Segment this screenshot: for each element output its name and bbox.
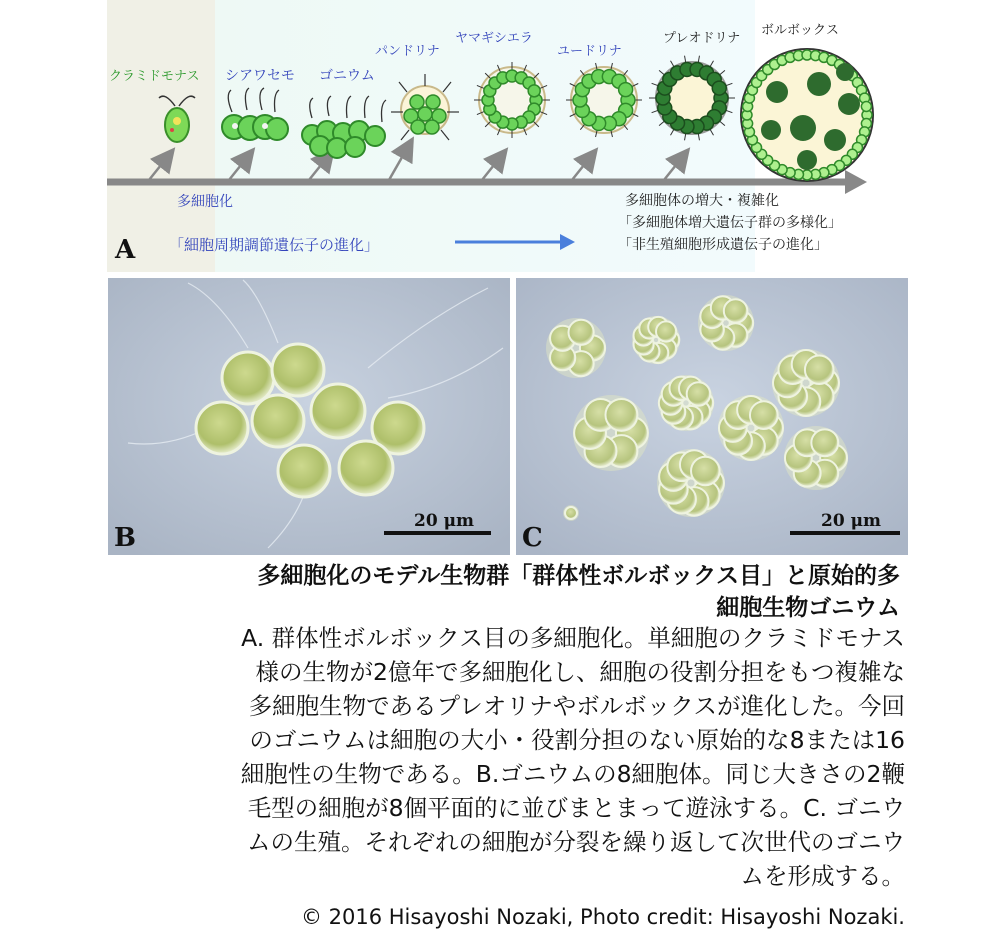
- label-pandorina: パンドリナ: [375, 44, 440, 59]
- figure-a-evolution-diagram: [107, 0, 907, 272]
- label-cell-cycle-gene: 「細胞周期調節遺伝子の進化」: [169, 236, 380, 254]
- label-tetrabaena: シアワセモ: [225, 68, 295, 84]
- photo-credit: © 2016 Hisayoshi Nozaki, Photo credit: Hisayoshi Nozaki.: [300, 905, 905, 929]
- caption-line: A. 群体性ボルボックス目の多細胞化。単細胞のクラミドモナス: [241, 624, 905, 652]
- figure-c-micrograph: [516, 278, 908, 555]
- caption-line: のゴニウムは細胞の大小・役割分担のない原始的な8または16: [249, 726, 905, 754]
- label-eudorina: ユードリナ: [557, 44, 622, 59]
- panel-label-a: A: [115, 235, 136, 265]
- figure-a-svg: [107, 0, 907, 272]
- label-volvox: ボルボックス: [761, 23, 839, 38]
- label-multicellularity: 多細胞化: [177, 194, 233, 210]
- caption-line: ムを形成する。: [740, 862, 905, 890]
- label-gonium: ゴニウム: [319, 68, 375, 84]
- label-complexity-3: 「非生殖細胞形成遺伝子の進化」: [618, 237, 828, 253]
- daughter-cell: [605, 399, 637, 431]
- colony-cell: [619, 83, 633, 97]
- caption-title-line: 細胞生物ゴニウム: [716, 595, 900, 621]
- daughter-cell: [568, 320, 593, 345]
- figure-b-micrograph: [108, 278, 510, 555]
- label-yamagishiella: ヤマギシエラ: [455, 31, 533, 46]
- colony-cell: [712, 81, 726, 95]
- daughter-cell: [811, 429, 838, 456]
- background-unicellular-zone: [107, 0, 215, 272]
- caption-title: [60, 560, 900, 624]
- label-chlamydomonas: クラミドモナス: [109, 69, 200, 84]
- daughter-cell: [565, 507, 577, 519]
- figure-c-svg: [516, 278, 908, 555]
- daughter-cell: [724, 299, 748, 323]
- scale-bar-label-c: 20 μm: [821, 511, 882, 531]
- caption-line: 様の生物が2億年で多細胞化し、細胞の役割分担をもつ複雑な: [255, 658, 905, 686]
- panel-label-c: C: [522, 523, 543, 553]
- daughter-cell: [691, 457, 720, 486]
- volvox-illustration: [741, 49, 873, 181]
- daughter-cell: [750, 401, 778, 429]
- scale-bar-label-b: 20 μm: [414, 511, 475, 531]
- caption-body: [70, 621, 905, 893]
- panel-label-b: B: [114, 523, 136, 553]
- daughter-cell: [687, 382, 711, 406]
- caption-line: ムの生殖。それぞれの細胞が分裂を繰り返して次世代のゴニウ: [247, 828, 905, 856]
- label-complexity-2: 「多細胞体増大遺伝子群の多様化」: [618, 215, 842, 231]
- caption-line: 細胞性の生物である。B.ゴニウムの8細胞体。同じ大きさの2鞭: [240, 760, 905, 788]
- label-complexity-1: 多細胞体の増大・複雑化: [625, 193, 779, 209]
- colony-cell: [528, 85, 540, 97]
- caption-line: 多細胞生物であるプレオリナやボルボックスが進化した。今回: [248, 692, 905, 720]
- figure-b-svg: [108, 278, 510, 555]
- label-pleodorina: プレオドリナ: [663, 31, 741, 46]
- caption-title-line: 多細胞化のモデル生物群「群体性ボルボックス目」と原始的多: [257, 563, 900, 589]
- daughter-cell: [805, 355, 834, 384]
- caption-line: 毛型の細胞が8個平面的に並びまとまって遊泳する。C. ゴニウ: [247, 794, 905, 822]
- yamagishiella-illustration: [474, 62, 550, 138]
- colony-cell: [861, 101, 871, 111]
- daughter-cell: [656, 321, 676, 341]
